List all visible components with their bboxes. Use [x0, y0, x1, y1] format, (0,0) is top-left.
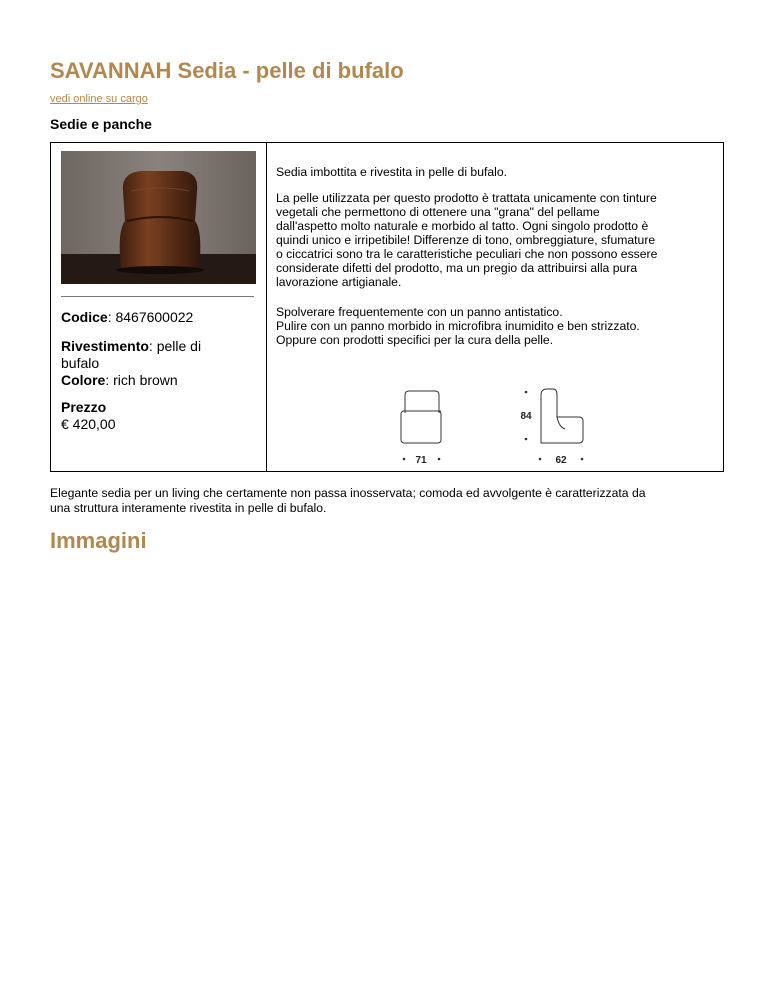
- description-line: considerate difetti del prodotto, ma un pregio da attribuirsi alla pura: [276, 261, 638, 275]
- product-photo: [61, 151, 256, 284]
- covering-value-cont: bufalo: [61, 355, 100, 371]
- product-code: [61, 309, 193, 326]
- description-line: dall'aspetto molto naturale e morbido al tatto. Ogni singolo prodotto è: [276, 219, 649, 233]
- page-title: SAVANNAH Sedia - pelle di bufalo: [50, 58, 404, 83]
- summary-line: Elegante sedia per un living che certamente non passa inosservata; comoda ed avvolgente è caratterizzata da: [50, 486, 646, 500]
- category-heading: Sedie e panche: [50, 116, 152, 132]
- view-online-link[interactable]: vedi online su cargo: [50, 93, 148, 105]
- front-view-drawing: [401, 391, 441, 443]
- code-value: : 8467600022: [107, 309, 194, 325]
- color-label: Colore: [61, 372, 106, 388]
- code-label: Codice: [61, 309, 108, 325]
- product-table: [50, 142, 724, 472]
- description-line: vegetali che permettono di ottenere una "grana" del pellame: [276, 205, 600, 219]
- description-care: [276, 305, 716, 347]
- summary-line: una struttura interamente rivestita in pelle di bufalo.: [50, 501, 327, 515]
- images-heading: Immagini: [50, 528, 147, 553]
- price-value: € 420,00: [61, 416, 116, 432]
- description-leather: [276, 191, 716, 289]
- description-line: o ciccatrici sono tra le caratteristiche peculiari che non possono essere: [276, 247, 658, 261]
- product-info-column: [51, 143, 267, 471]
- height-label: 84: [520, 411, 532, 422]
- description-intro-text: Sedia imbottita e rivestita in pelle di bufalo.: [276, 165, 508, 179]
- description-line: La pelle utilizzata per questo prodotto è trattata unicamente con tinture: [276, 191, 657, 205]
- product-price: [61, 399, 116, 433]
- price-label: Prezzo: [61, 399, 107, 415]
- covering-label: Rivestimento: [61, 338, 149, 354]
- product-summary: [50, 486, 730, 516]
- dimension-drawing: [267, 383, 723, 465]
- covering-value: : pelle di: [148, 338, 202, 354]
- product-covering: [61, 338, 201, 389]
- side-view-drawing: [541, 389, 583, 443]
- width-label: 71: [415, 455, 427, 465]
- product-description-column: [267, 143, 723, 471]
- color-value: : rich brown: [105, 372, 178, 388]
- description-line: lavorazione artigianale.: [276, 275, 402, 289]
- description-intro: [276, 165, 716, 179]
- description-line: Spolverare frequentemente con un panno antistatico.: [276, 305, 563, 319]
- photo-divider: [61, 296, 254, 297]
- description-line: Pulire con un panno morbido in microfibra inumidito e ben strizzato.: [276, 319, 640, 333]
- description-line: quindi unico e irripetibile! Differenze di tono, ombreggiature, sfumature: [276, 233, 656, 247]
- description-line: Oppure con prodotti specifici per la cura della pelle.: [276, 333, 554, 347]
- dimension-markers: [403, 391, 584, 461]
- depth-label: 62: [555, 455, 567, 465]
